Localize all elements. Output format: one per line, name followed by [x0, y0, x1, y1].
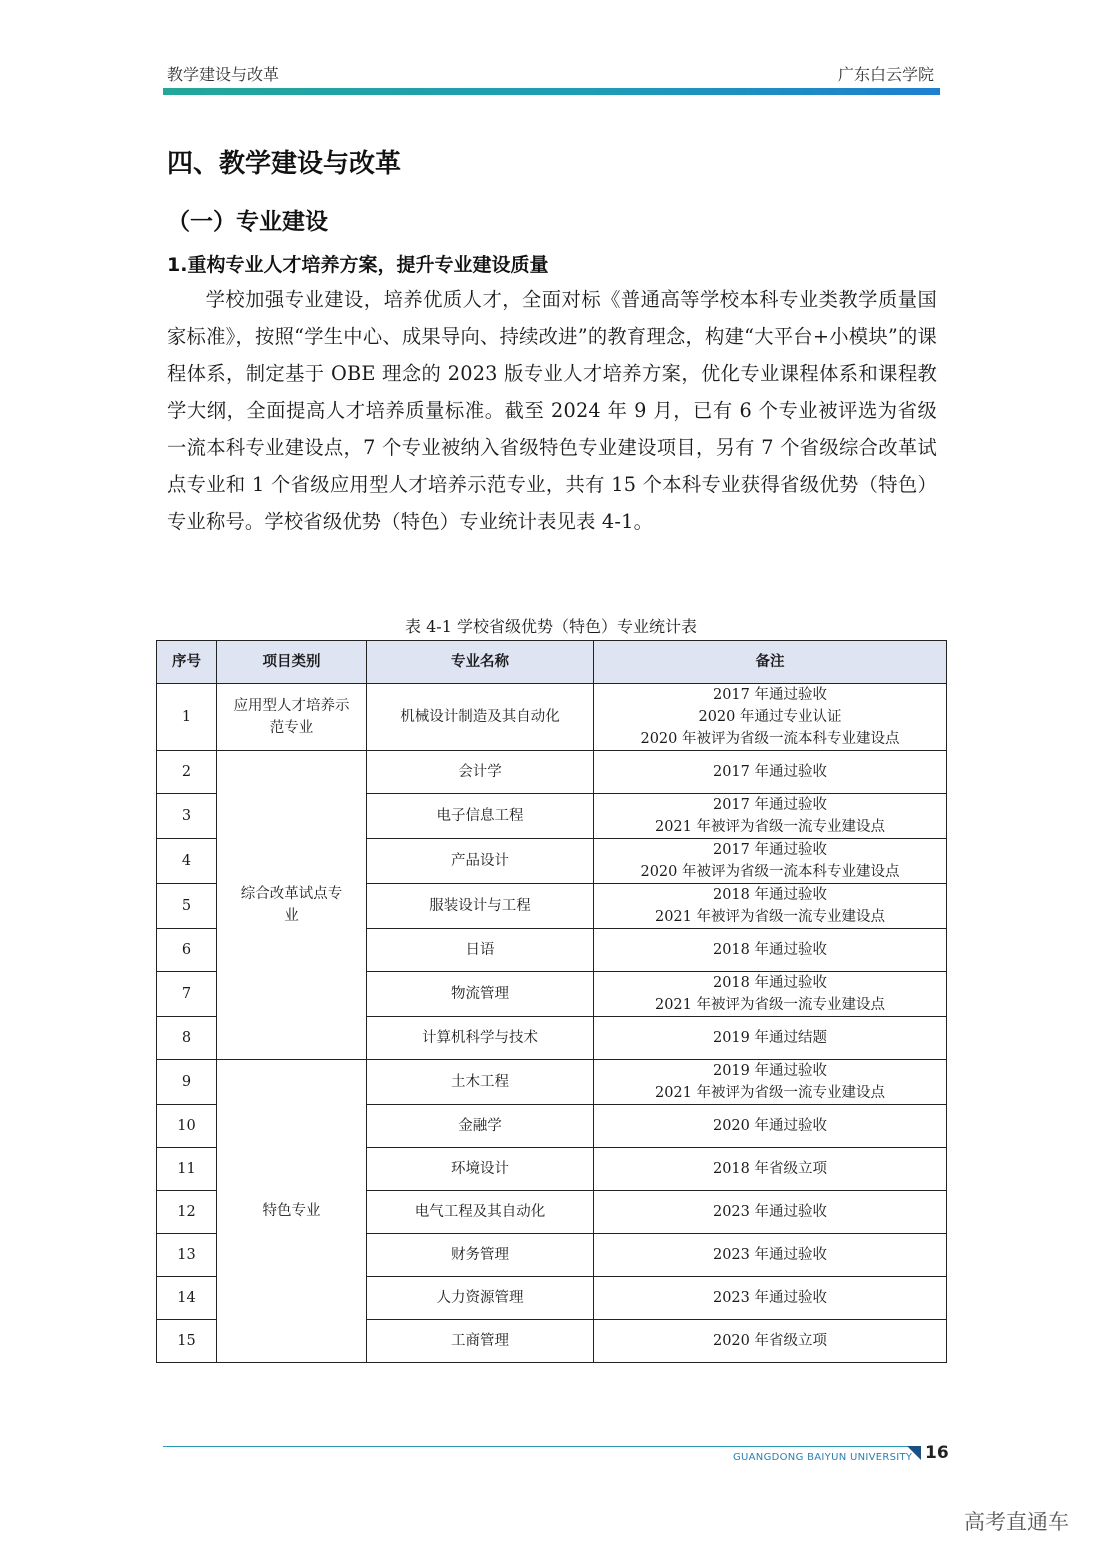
row-no: 3 — [157, 794, 217, 839]
header-section-label: 教学建设与改革 — [167, 65, 280, 84]
header-no: 序号 — [157, 641, 217, 684]
note-line: 2019 年通过结题 — [712, 1030, 827, 1046]
note-line: 2021 年被评为省级一流专业建设点 — [654, 997, 885, 1013]
page-number: 16 — [925, 1443, 949, 1463]
note-line: 2023 年通过验收 — [712, 1247, 827, 1263]
row-no: 8 — [157, 1017, 217, 1060]
note-line: 2023 年通过验收 — [712, 1204, 827, 1220]
notes-cell — [594, 1320, 947, 1363]
row-no: 6 — [157, 929, 217, 972]
watermark-text: 高考直通车 — [964, 1510, 1069, 1534]
row-no: 1 — [157, 684, 217, 751]
major-name: 物流管理 — [367, 972, 594, 1017]
major-name: 环境设计 — [367, 1148, 594, 1191]
notes-cell — [594, 684, 947, 751]
header-notes: 备注 — [594, 641, 947, 684]
notes-cell — [594, 972, 947, 1017]
note-line: 2020 年省级立项 — [712, 1333, 827, 1349]
note-line: 2021 年被评为省级一流专业建设点 — [654, 819, 885, 835]
note-line: 2021 年被评为省级一流专业建设点 — [654, 1085, 885, 1101]
header-school-name: 广东白云学院 — [837, 65, 934, 84]
notes-cell — [594, 929, 947, 972]
major-name: 工商管理 — [367, 1320, 594, 1363]
notes-cell — [594, 794, 947, 839]
major-name: 计算机科学与技术 — [367, 1017, 594, 1060]
major-name: 会计学 — [367, 751, 594, 794]
major-name: 电子信息工程 — [367, 794, 594, 839]
notes-cell — [594, 1191, 947, 1234]
row-no: 13 — [157, 1234, 217, 1277]
category-cell: 综合改革试点专业 — [217, 751, 367, 1060]
notes-cell — [594, 1277, 947, 1320]
table-row — [157, 751, 947, 794]
note-line: 2020 年通过专业认证 — [698, 709, 842, 725]
row-no: 11 — [157, 1148, 217, 1191]
header-major: 专业名称 — [367, 641, 594, 684]
note-line: 2017 年通过验收 — [712, 797, 827, 813]
major-name: 产品设计 — [367, 839, 594, 884]
note-line: 2020 年被评为省级一流本科专业建设点 — [640, 731, 900, 747]
row-no: 10 — [157, 1105, 217, 1148]
note-line: 2023 年通过验收 — [712, 1290, 827, 1306]
notes-cell — [594, 1234, 947, 1277]
body-paragraph: 学校加强专业建设，培养优质人才，全面对标《普通高等学校本科专业类教学质量国家标准》，按照“学生中心、成果导向、持续改进”的教育理念，构建“大平台+小模块”的课程体系，制定基于 OBE 理念的 2023 版专业人才培养方案，优化专业课程体系和课程教学大纲，全面提高人才培养质量标准。截至 2024 年 9 月，已有 6 个专业被评选为省级一流本科专业建设点，7 个专业被纳入省级特色专业建设项目，另有 7 个省级综合改革试点专业和 1 个省级应用型人才培养示范专业，共有 15 个本科专业获得省级优势（特色）专业称号。学校省级优势（特色）专业统计表见表 4-1。 — [167, 288, 937, 533]
notes-cell — [594, 1060, 947, 1105]
table-header-row — [157, 641, 947, 684]
footer-university-name: GUANGDONG BAIYUN UNIVERSITY — [733, 1452, 913, 1463]
major-name: 电气工程及其自动化 — [367, 1191, 594, 1234]
row-no: 5 — [157, 884, 217, 929]
table-row — [157, 684, 947, 751]
row-no: 9 — [157, 1060, 217, 1105]
note-line: 2021 年被评为省级一流专业建设点 — [654, 909, 885, 925]
category-cell: 应用型人才培养示范专业 — [217, 684, 367, 751]
row-no: 2 — [157, 751, 217, 794]
row-no: 14 — [157, 1277, 217, 1320]
major-name: 机械设计制造及其自动化 — [367, 684, 594, 751]
note-line: 2018 年省级立项 — [712, 1161, 827, 1177]
note-line: 2020 年通过验收 — [712, 1118, 827, 1134]
major-name: 服装设计与工程 — [367, 884, 594, 929]
item-title: 1.重构专业人才培养方案，提升专业建设质量 — [167, 254, 549, 276]
major-name: 金融学 — [367, 1105, 594, 1148]
major-name: 人力资源管理 — [367, 1277, 594, 1320]
notes-cell — [594, 839, 947, 884]
major-name: 土木工程 — [367, 1060, 594, 1105]
subsection-title: （一）专业建设 — [167, 209, 328, 235]
note-line: 2018 年通过验收 — [712, 975, 827, 991]
major-name: 财务管理 — [367, 1234, 594, 1277]
note-line: 2017 年通过验收 — [712, 842, 827, 858]
note-line: 2017 年通过验收 — [712, 687, 827, 703]
category-cell: 特色专业 — [217, 1060, 367, 1363]
notes-cell — [594, 884, 947, 929]
note-line: 2017 年通过验收 — [712, 764, 827, 780]
notes-cell — [594, 1017, 947, 1060]
note-line: 2018 年通过验收 — [712, 887, 827, 903]
row-no: 7 — [157, 972, 217, 1017]
row-no: 15 — [157, 1320, 217, 1363]
row-no: 12 — [157, 1191, 217, 1234]
header-gradient-bar — [163, 88, 940, 95]
specialty-table — [156, 640, 947, 1363]
notes-cell — [594, 1148, 947, 1191]
table-row — [157, 1060, 947, 1105]
major-name: 日语 — [367, 929, 594, 972]
table-caption: 表 4-1 学校省级优势（特色）专业统计表 — [405, 617, 697, 636]
note-line: 2020 年被评为省级一流本科专业建设点 — [640, 864, 900, 880]
section-title: 四、教学建设与改革 — [167, 149, 402, 179]
notes-cell — [594, 751, 947, 794]
footer-rule — [163, 1446, 911, 1447]
note-line: 2019 年通过验收 — [712, 1063, 827, 1079]
page-header — [163, 58, 940, 98]
notes-cell — [594, 1105, 947, 1148]
note-line: 2018 年通过验收 — [712, 942, 827, 958]
row-no: 4 — [157, 839, 217, 884]
header-category: 项目类别 — [217, 641, 367, 684]
